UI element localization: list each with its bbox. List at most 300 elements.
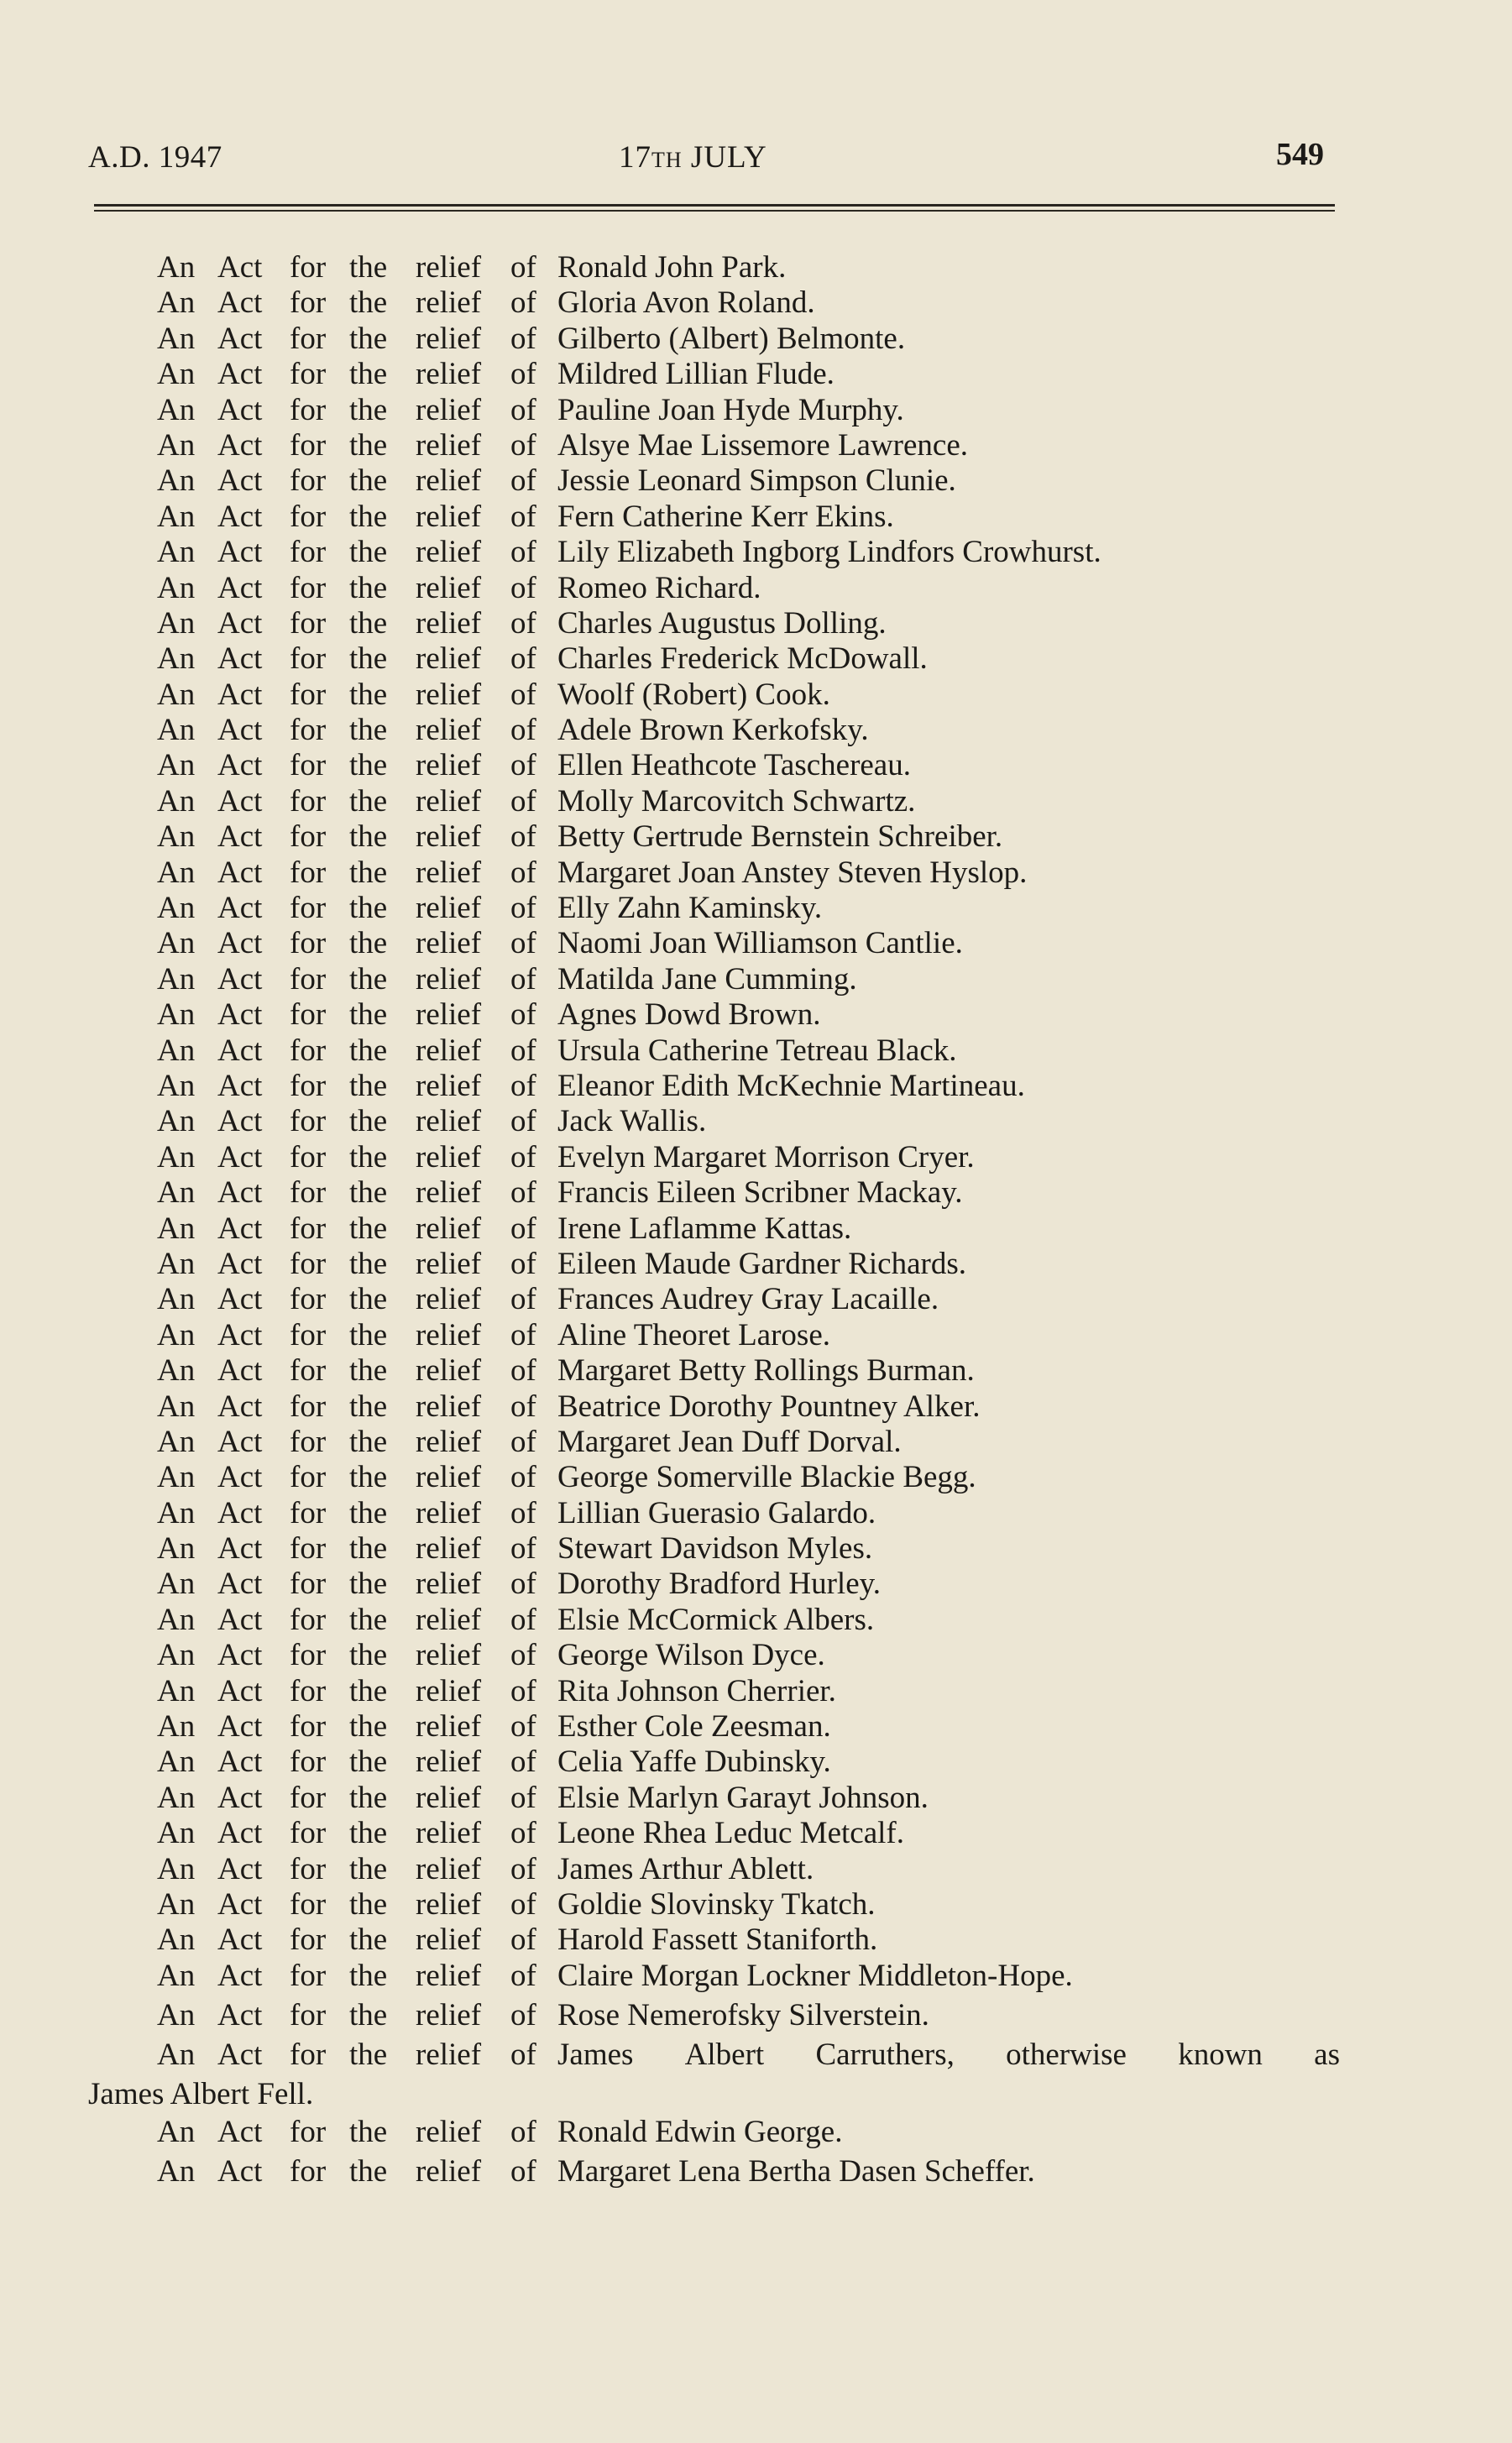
- act-word: relief: [416, 1389, 482, 1424]
- header-day: 17: [619, 140, 651, 175]
- act-entry: [0, 641, 1512, 677]
- act-word: An: [157, 392, 196, 427]
- act-word: An: [157, 1389, 196, 1424]
- act-entry: [0, 1922, 1512, 1958]
- act-entry: [0, 1175, 1512, 1211]
- act-word: the: [349, 357, 388, 392]
- act-word: for: [290, 1317, 327, 1352]
- act-word: An: [157, 997, 196, 1033]
- act-word: Act: [217, 570, 263, 605]
- act-word: for: [290, 1780, 327, 1815]
- act-word: Act: [217, 713, 263, 748]
- act-word: An: [157, 641, 196, 677]
- act-word: for: [290, 677, 327, 712]
- act-word: the: [349, 677, 388, 712]
- act-word: of: [510, 1567, 536, 1602]
- act-word: for: [290, 1068, 327, 1103]
- act-word: the: [349, 1531, 388, 1567]
- act-word: An: [157, 1816, 196, 1851]
- act-word: for: [290, 641, 327, 677]
- act-subject-name: Elsie Marlyn Garayt Johnson.: [557, 1780, 929, 1815]
- act-word: for: [290, 535, 327, 570]
- act-word: relief: [416, 1745, 482, 1780]
- act-word: Act: [217, 1531, 263, 1567]
- act-word: of: [510, 2153, 536, 2189]
- act-word: Act: [217, 1389, 263, 1424]
- act-word: of: [510, 1068, 536, 1103]
- act-word: relief: [416, 677, 482, 712]
- act-entry: [0, 2038, 1512, 2077]
- act-word: the: [349, 1638, 388, 1673]
- act-word: of: [510, 1673, 536, 1708]
- act-word: for: [290, 819, 327, 855]
- act-subject-name: George Somerville Blackie Begg.: [557, 1460, 976, 1495]
- act-word: of: [510, 1851, 536, 1886]
- act-word: the: [349, 1602, 388, 1637]
- act-word: relief: [416, 1567, 482, 1602]
- act-word: the: [349, 1958, 388, 1993]
- act-word: of: [510, 819, 536, 855]
- act-entry: [0, 1460, 1512, 1495]
- act-word: Act: [217, 1424, 263, 1459]
- act-word: for: [290, 961, 327, 997]
- act-word: of: [510, 1780, 536, 1815]
- act-subject-name: Fern Catherine Kerr Ekins.: [557, 499, 894, 534]
- act-word: the: [349, 1922, 388, 1958]
- act-subject-name: Goldie Slovinsky Tkatch.: [557, 1886, 876, 1922]
- act-word: the: [349, 1139, 388, 1174]
- act-word: Act: [217, 2153, 263, 2189]
- act-word: relief: [416, 250, 482, 285]
- act-word: An: [157, 1958, 196, 1993]
- act-subject-word: James: [557, 2037, 634, 2072]
- act-entry: [0, 1816, 1512, 1851]
- act-word: of: [510, 570, 536, 605]
- header-rule-top: [94, 204, 1335, 207]
- act-word: of: [510, 250, 536, 285]
- header-date: [619, 139, 767, 175]
- act-word: the: [349, 570, 388, 605]
- act-word: An: [157, 1922, 196, 1958]
- act-word: An: [157, 535, 196, 570]
- act-word: An: [157, 748, 196, 783]
- act-word: for: [290, 1495, 327, 1530]
- act-word: of: [510, 748, 536, 783]
- act-word: for: [290, 1745, 327, 1780]
- act-entry-continuation: James Albert Fell.: [88, 2076, 314, 2111]
- act-word: relief: [416, 997, 482, 1033]
- act-word: relief: [416, 2037, 482, 2072]
- act-entry: [0, 1531, 1512, 1567]
- act-word: the: [349, 1282, 388, 1317]
- act-word: relief: [416, 1353, 482, 1389]
- act-word: relief: [416, 1709, 482, 1745]
- act-word: for: [290, 1246, 327, 1281]
- act-word: for: [290, 1567, 327, 1602]
- act-word: An: [157, 1175, 196, 1211]
- act-word: relief: [416, 926, 482, 961]
- act-word: Act: [217, 1495, 263, 1530]
- act-subject-name: Molly Marcovitch Schwartz.: [557, 783, 916, 819]
- act-word: An: [157, 1602, 196, 1637]
- act-subject-name: Alsye Mae Lissemore Lawrence.: [557, 427, 969, 463]
- act-word: of: [510, 1709, 536, 1745]
- act-word: the: [349, 783, 388, 819]
- act-word: Act: [217, 499, 263, 534]
- act-word: for: [290, 1139, 327, 1174]
- act-entry: [0, 1603, 1512, 1638]
- page-header: [88, 139, 1332, 181]
- act-entry: [0, 1069, 1512, 1104]
- act-word: An: [157, 1638, 196, 1673]
- act-word: An: [157, 499, 196, 534]
- act-word: relief: [416, 1816, 482, 1851]
- act-word: for: [290, 392, 327, 427]
- act-word: for: [290, 1851, 327, 1886]
- header-month: JULY: [690, 140, 767, 175]
- act-word: Act: [217, 1997, 263, 2032]
- act-word: Act: [217, 1139, 263, 1174]
- act-word: the: [349, 961, 388, 997]
- act-word: relief: [416, 1175, 482, 1211]
- act-subject-name: Esther Cole Zeesman.: [557, 1709, 831, 1745]
- act-word: of: [510, 357, 536, 392]
- act-word: the: [349, 1424, 388, 1459]
- act-word: the: [349, 321, 388, 356]
- act-subject-name: Rita Johnson Cherrier.: [557, 1673, 836, 1708]
- act-word: of: [510, 1460, 536, 1495]
- act-word: for: [290, 1353, 327, 1389]
- act-entry: [0, 500, 1512, 535]
- act-word: relief: [416, 2153, 482, 2189]
- act-word: for: [290, 427, 327, 463]
- act-word: the: [349, 1460, 388, 1495]
- act-word: the: [349, 1389, 388, 1424]
- act-word: of: [510, 926, 536, 961]
- act-word: of: [510, 1211, 536, 1246]
- act-entry: [0, 1425, 1512, 1460]
- act-word: An: [157, 1139, 196, 1174]
- act-word: for: [290, 1531, 327, 1567]
- act-word: Act: [217, 926, 263, 961]
- act-word: of: [510, 285, 536, 321]
- act-entry: [0, 962, 1512, 997]
- act-word: for: [290, 321, 327, 356]
- act-word: for: [290, 1997, 327, 2032]
- act-word: Act: [217, 285, 263, 321]
- act-word: of: [510, 321, 536, 356]
- act-word: for: [290, 2114, 327, 2149]
- act-word: Act: [217, 1567, 263, 1602]
- act-word: relief: [416, 1246, 482, 1281]
- act-word: of: [510, 677, 536, 712]
- act-word: for: [290, 855, 327, 890]
- act-word: for: [290, 891, 327, 926]
- act-subject-name: Lillian Guerasio Galardo.: [557, 1495, 876, 1530]
- act-word: the: [349, 1317, 388, 1352]
- act-word: for: [290, 1211, 327, 1246]
- act-word: An: [157, 1424, 196, 1459]
- act-subject-name: Adele Brown Kerkofsky.: [557, 713, 869, 748]
- act-word: Act: [217, 605, 263, 641]
- act-word: relief: [416, 891, 482, 926]
- act-word: An: [157, 891, 196, 926]
- act-word: relief: [416, 819, 482, 855]
- act-word: relief: [416, 1211, 482, 1246]
- act-word: for: [290, 2037, 327, 2072]
- act-subject-name: Dorothy Bradford Hurley.: [557, 1567, 881, 1602]
- act-entry: [0, 891, 1512, 926]
- act-word: for: [290, 1886, 327, 1922]
- act-entry: [0, 571, 1512, 606]
- act-word: of: [510, 1997, 536, 2032]
- act-word: Act: [217, 891, 263, 926]
- act-entry: [0, 1638, 1512, 1673]
- act-entry: [0, 1674, 1512, 1709]
- act-word: the: [349, 641, 388, 677]
- act-word: relief: [416, 961, 482, 997]
- act-word: the: [349, 926, 388, 961]
- act-word: for: [290, 570, 327, 605]
- act-entry: [0, 322, 1512, 357]
- act-word: of: [510, 1424, 536, 1459]
- act-word: the: [349, 1745, 388, 1780]
- act-word: for: [290, 926, 327, 961]
- act-subject-name: Elsie McCormick Albers.: [557, 1602, 875, 1637]
- act-word: the: [349, 2153, 388, 2189]
- act-word: relief: [416, 1780, 482, 1815]
- act-word: Act: [217, 392, 263, 427]
- act-word: the: [349, 2037, 388, 2072]
- act-subject-word: known: [1178, 2037, 1263, 2072]
- act-word: An: [157, 570, 196, 605]
- act-subject-name: Stewart Davidson Myles.: [557, 1531, 873, 1567]
- act-subject-name: Margaret Lena Bertha Dasen Scheffer.: [557, 2153, 1035, 2189]
- act-word: for: [290, 250, 327, 285]
- act-entry: [0, 2154, 1512, 2194]
- act-word: Act: [217, 1673, 263, 1708]
- act-entry: [0, 1852, 1512, 1887]
- act-word: for: [290, 1282, 327, 1317]
- act-word: Act: [217, 1851, 263, 1886]
- act-word: An: [157, 819, 196, 855]
- act-word: for: [290, 783, 327, 819]
- act-word: of: [510, 499, 536, 534]
- act-subject-name: Margaret Joan Anstey Steven Hyslop.: [557, 855, 1028, 890]
- act-word: of: [510, 641, 536, 677]
- act-word: Act: [217, 748, 263, 783]
- act-subject-name: Gloria Avon Roland.: [557, 285, 815, 321]
- act-subject-name: James Arthur Ablett.: [557, 1851, 814, 1886]
- act-subject-name: Aline Theoret Larose.: [557, 1317, 830, 1352]
- act-word: An: [157, 357, 196, 392]
- act-word: Act: [217, 1958, 263, 1993]
- act-entry: [0, 1104, 1512, 1139]
- act-word: of: [510, 961, 536, 997]
- act-word: relief: [416, 1851, 482, 1886]
- act-word: relief: [416, 392, 482, 427]
- act-word: relief: [416, 713, 482, 748]
- act-word: of: [510, 1033, 536, 1068]
- act-word: of: [510, 1389, 536, 1424]
- act-subject-word: otherwise: [1006, 2037, 1127, 2072]
- act-entry: [0, 1211, 1512, 1247]
- act-entry: [0, 784, 1512, 819]
- act-word: An: [157, 1709, 196, 1745]
- act-entry: [0, 1496, 1512, 1531]
- act-word: for: [290, 463, 327, 499]
- act-entry: [0, 1140, 1512, 1175]
- act-word: for: [290, 997, 327, 1033]
- act-entry: [0, 285, 1512, 321]
- act-word: An: [157, 250, 196, 285]
- act-word: of: [510, 1175, 536, 1211]
- act-word: relief: [416, 1068, 482, 1103]
- act-subject-name: Gilberto (Albert) Belmonte.: [557, 321, 906, 356]
- act-word: of: [510, 891, 536, 926]
- act-word: Act: [217, 1780, 263, 1815]
- act-subject-name: Lily Elizabeth Ingborg Lindfors Crowhurst.: [557, 535, 1101, 570]
- act-word: An: [157, 1353, 196, 1389]
- act-word: Act: [217, 535, 263, 570]
- act-subject-name: Beatrice Dorothy Pountney Alker.: [557, 1389, 981, 1424]
- act-entry: [0, 1998, 1512, 2038]
- act-word: of: [510, 713, 536, 748]
- act-word: the: [349, 463, 388, 499]
- act-word: An: [157, 427, 196, 463]
- act-word: Act: [217, 427, 263, 463]
- act-word: relief: [416, 855, 482, 890]
- act-entry: [0, 393, 1512, 428]
- act-word: relief: [416, 570, 482, 605]
- act-word: for: [290, 1816, 327, 1851]
- act-word: Act: [217, 250, 263, 285]
- act-entry: [0, 1033, 1512, 1069]
- act-word: for: [290, 357, 327, 392]
- act-word: of: [510, 605, 536, 641]
- act-word: of: [510, 1495, 536, 1530]
- act-word: relief: [416, 1922, 482, 1958]
- act-entry: [0, 1745, 1512, 1780]
- act-word: the: [349, 855, 388, 890]
- act-subject-name: [557, 2038, 1340, 2073]
- act-word: for: [290, 1958, 327, 1993]
- act-subject-name: Charles Frederick McDowall.: [557, 641, 928, 677]
- act-word: for: [290, 1175, 327, 1211]
- act-word: the: [349, 1246, 388, 1281]
- act-word: relief: [416, 535, 482, 570]
- act-word: the: [349, 1353, 388, 1389]
- act-word: Act: [217, 1068, 263, 1103]
- act-word: An: [157, 1745, 196, 1780]
- act-word: for: [290, 1922, 327, 1958]
- act-word: An: [157, 1567, 196, 1602]
- act-entry: [0, 1282, 1512, 1317]
- act-word: the: [349, 1780, 388, 1815]
- act-word: for: [290, 285, 327, 321]
- act-word: for: [290, 605, 327, 641]
- act-word: the: [349, 748, 388, 783]
- act-word: relief: [416, 1317, 482, 1352]
- act-word: An: [157, 783, 196, 819]
- act-word: of: [510, 1638, 536, 1673]
- act-word: Act: [217, 1460, 263, 1495]
- act-entry: [0, 357, 1512, 392]
- act-word: Act: [217, 2037, 263, 2072]
- act-word: Act: [217, 463, 263, 499]
- act-word: An: [157, 713, 196, 748]
- act-word: An: [157, 1460, 196, 1495]
- act-word: the: [349, 1886, 388, 1922]
- act-word: of: [510, 1816, 536, 1851]
- act-subject-name: Ronald Edwin George.: [557, 2114, 843, 2149]
- act-word: for: [290, 1033, 327, 1068]
- act-word: for: [290, 1673, 327, 1708]
- act-word: An: [157, 605, 196, 641]
- act-word: An: [157, 1033, 196, 1068]
- act-word: Act: [217, 1033, 263, 1068]
- act-subject-name: Irene Laflamme Kattas.: [557, 1211, 852, 1246]
- act-entry: [0, 819, 1512, 855]
- act-entry: [0, 1247, 1512, 1282]
- act-word: An: [157, 1282, 196, 1317]
- act-word: for: [290, 1602, 327, 1637]
- act-word: of: [510, 1531, 536, 1567]
- act-word: Act: [217, 2114, 263, 2149]
- act-entry: [0, 606, 1512, 641]
- act-word: relief: [416, 1495, 482, 1530]
- act-word: Act: [217, 783, 263, 819]
- act-word: Act: [217, 855, 263, 890]
- act-word: relief: [416, 1638, 482, 1673]
- act-word: Act: [217, 1211, 263, 1246]
- act-word: Act: [217, 1246, 263, 1281]
- act-word: An: [157, 2114, 196, 2149]
- act-word: for: [290, 713, 327, 748]
- act-word: An: [157, 2153, 196, 2189]
- act-word: for: [290, 748, 327, 783]
- act-entry: [0, 535, 1512, 570]
- act-word: of: [510, 783, 536, 819]
- act-word: of: [510, 997, 536, 1033]
- act-word: for: [290, 1709, 327, 1745]
- act-word: An: [157, 926, 196, 961]
- act-word: of: [510, 427, 536, 463]
- act-subject-name: Romeo Richard.: [557, 570, 761, 605]
- act-word: relief: [416, 1958, 482, 1993]
- act-word: for: [290, 1460, 327, 1495]
- act-word: for: [290, 1424, 327, 1459]
- act-word: of: [510, 392, 536, 427]
- act-word: the: [349, 392, 388, 427]
- act-word: An: [157, 1531, 196, 1567]
- act-word: of: [510, 1922, 536, 1958]
- act-word: of: [510, 1886, 536, 1922]
- act-word: Act: [217, 1816, 263, 1851]
- act-entry: [0, 677, 1512, 713]
- page-number: 549: [1276, 137, 1324, 172]
- act-subject-name: Matilda Jane Cumming.: [557, 961, 857, 997]
- act-word: An: [157, 2037, 196, 2072]
- act-word: the: [349, 499, 388, 534]
- act-word: the: [349, 535, 388, 570]
- act-word: Act: [217, 641, 263, 677]
- act-word: the: [349, 1709, 388, 1745]
- act-word: the: [349, 891, 388, 926]
- act-word: of: [510, 463, 536, 499]
- act-word: for: [290, 2153, 327, 2189]
- act-word: relief: [416, 321, 482, 356]
